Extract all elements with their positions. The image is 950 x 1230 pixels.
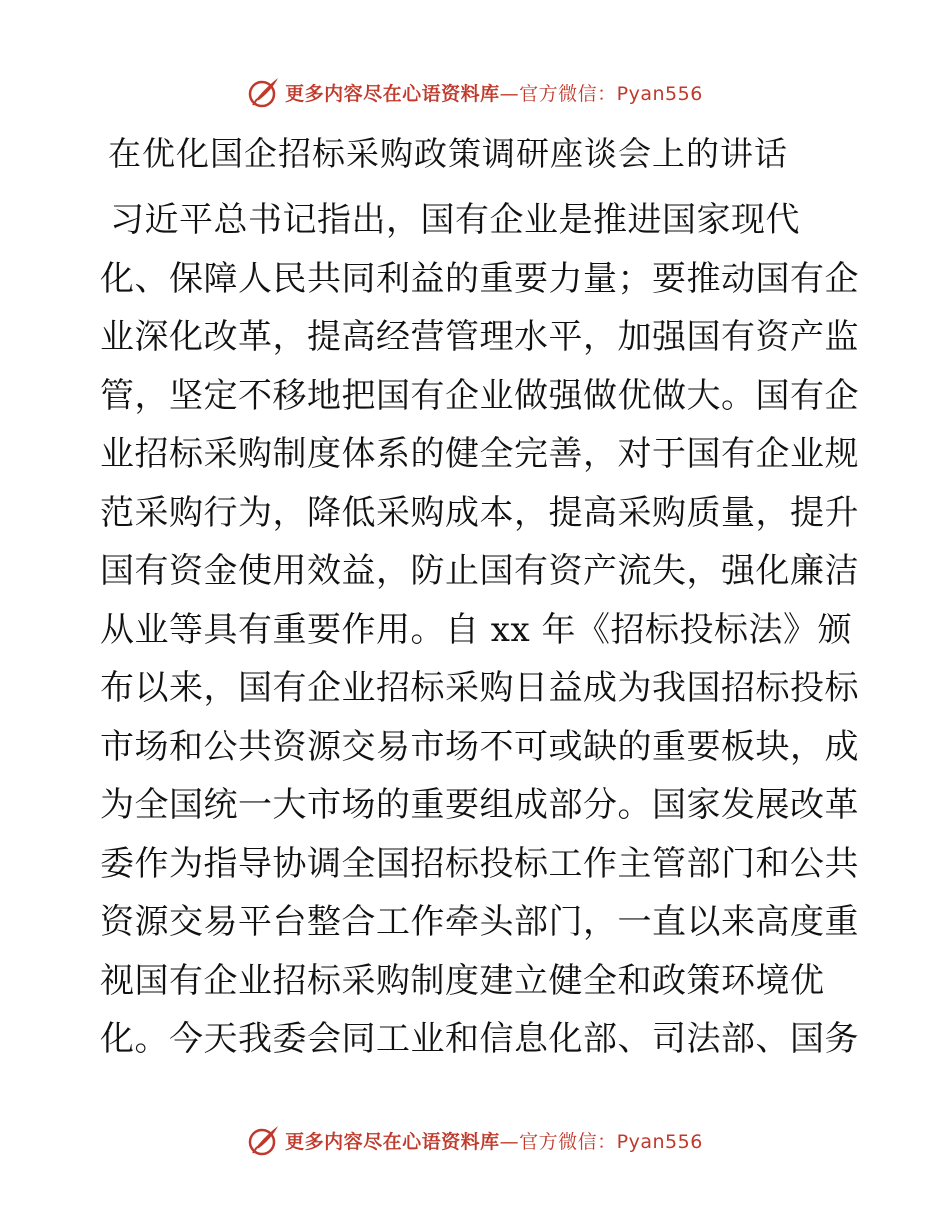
watermark-text	[285, 79, 703, 106]
body-line: 委作为指导协调全国招标投标工作主管部门和公共	[100, 843, 859, 884]
header-watermark	[0, 72, 950, 112]
body-line: 为全国统一大市场的重要组成部分。国家发展改革	[100, 785, 859, 825]
body-line: 管，坚定不移地把国有企业做强做优做大。国有企	[100, 375, 859, 416]
document-title: 在优化国企招标采购政策调研座谈会上的讲话	[108, 134, 788, 173]
body-line: 从业等具有重要作用。自 xx 年《招标投标法》颁	[100, 609, 852, 650]
body-line: 资源交易平台整合工作牵头部门，一直以来高度重	[100, 902, 859, 942]
watermark-tail: 官方微信：Pyan556	[519, 1130, 703, 1153]
footer-watermark	[0, 1120, 950, 1160]
watermark-main: 更多内容尽在心语资料库	[285, 1130, 500, 1153]
body-line: 范采购行为，降低采购成本，提高采购质量，提升	[100, 492, 859, 533]
body-line: 习近平总书记指出，国有企业是推进国家现代	[110, 200, 800, 240]
quill-pen-logo-icon	[247, 1123, 281, 1157]
body-line: 业招标采购制度体系的健全完善，对于国有企业规	[100, 434, 859, 474]
watermark-separator: —	[499, 1130, 520, 1153]
body-line: 国有资金使用效益，防止国有资产流失，强化廉洁	[100, 551, 859, 591]
body-line: 视国有企业招标采购制度建立健全和政策环境优	[100, 960, 825, 1001]
body-line: 布以来，国有企业招标采购日益成为我国招标投标	[100, 668, 859, 708]
body-line: 化、保障人民共同利益的重要力量；要推动国有企	[100, 258, 859, 299]
body-line: 化。今天我委会同工业和信息化部、司法部、国务	[100, 1019, 859, 1059]
watermark-tail: 官方微信：Pyan556	[519, 82, 703, 105]
body-line: 市场和公共资源交易市场不可或缺的重要板块，成	[100, 726, 859, 767]
document-body	[100, 196, 859, 1074]
quill-pen-logo-icon	[247, 75, 281, 109]
watermark-text	[285, 1127, 703, 1154]
body-line: 业深化改革，提高经营管理水平，加强国有资产监	[100, 317, 859, 357]
watermark-separator: —	[499, 82, 520, 105]
watermark-main: 更多内容尽在心语资料库	[285, 82, 500, 105]
